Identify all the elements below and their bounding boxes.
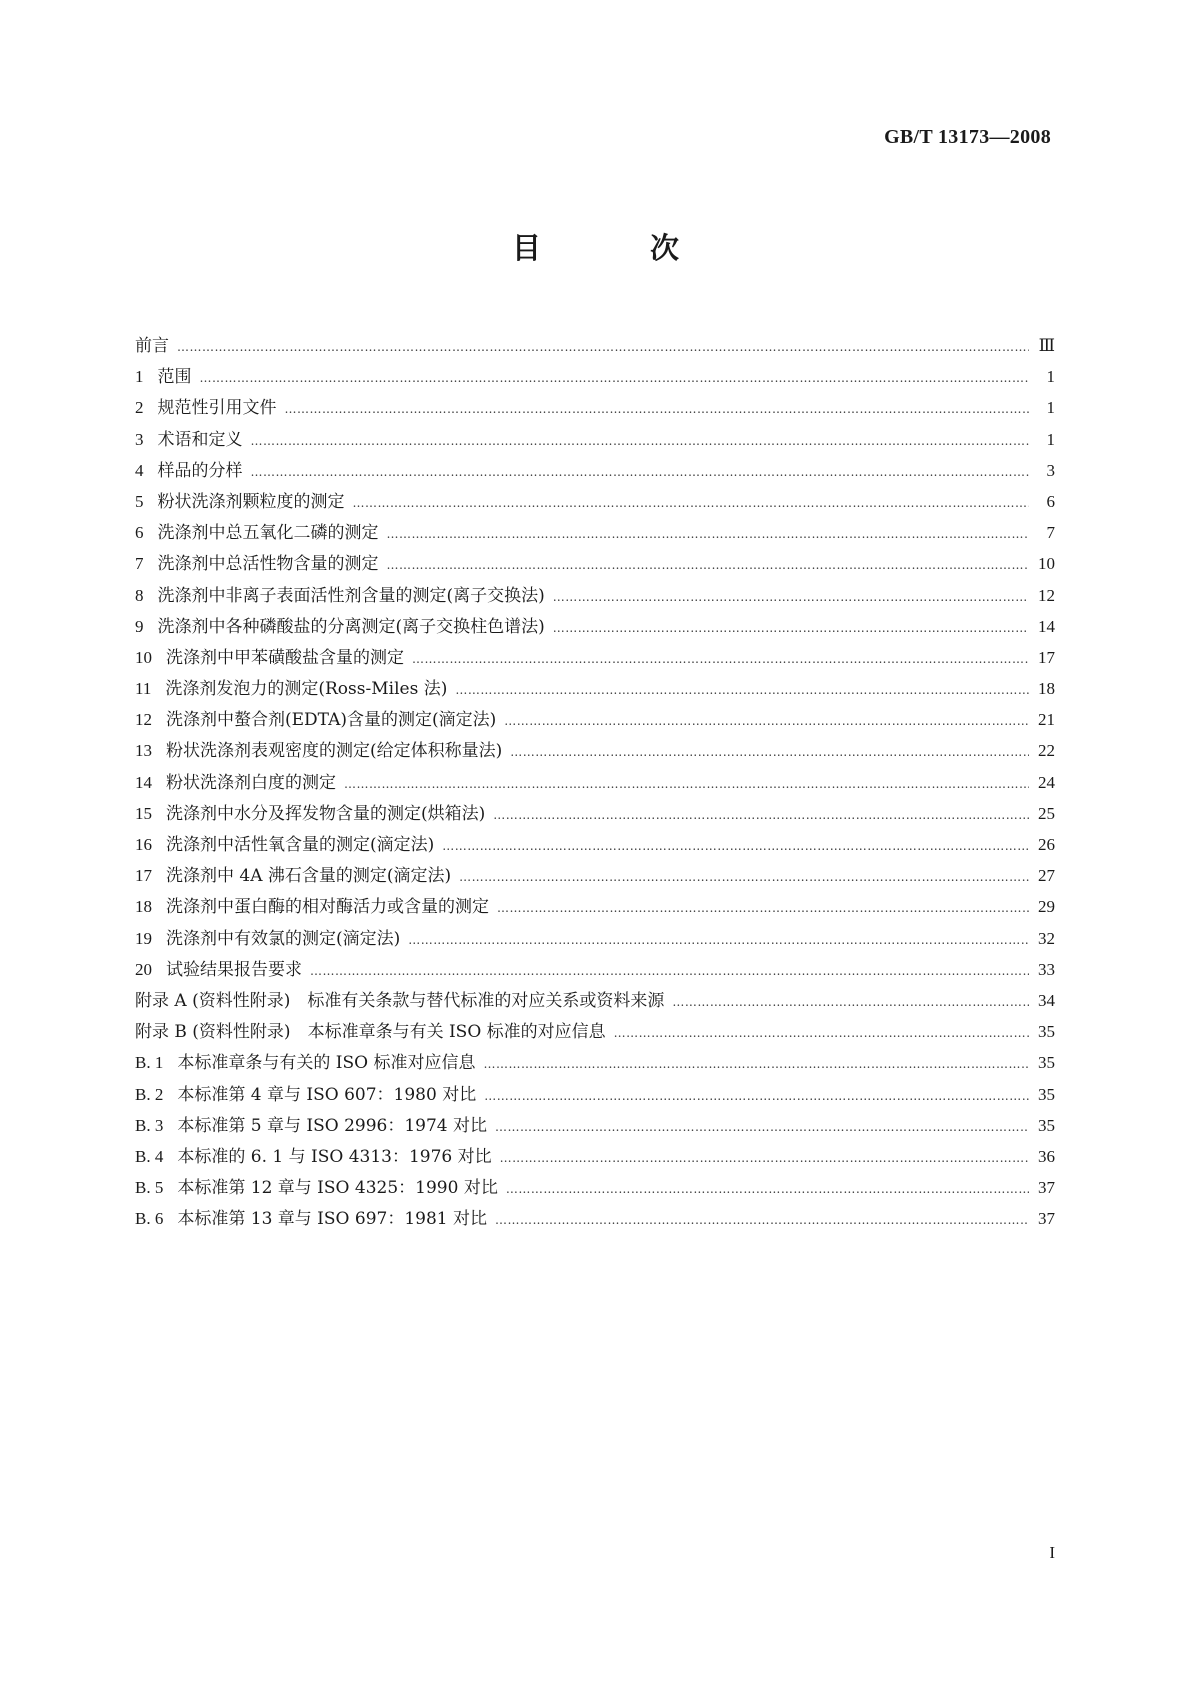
toc-entry-page: 3 <box>1046 460 1055 480</box>
toc-entry-label: 前言 <box>135 336 169 356</box>
toc-entry[interactable] <box>135 455 1055 486</box>
toc-entry-text <box>135 361 200 393</box>
toc-entry-label: 洗涤剂中蛋白酶的相对酶活力或含量的测定 <box>166 897 489 918</box>
toc-entry[interactable] <box>135 1079 1055 1110</box>
toc-leader-dots <box>553 582 1029 613</box>
toc-entry-text <box>135 1141 500 1173</box>
toc-entry-text <box>135 642 412 674</box>
toc-entry-text <box>135 455 251 487</box>
toc-entry-number: B. 1 <box>135 1053 164 1073</box>
toc-entry-label: 范围 <box>157 367 192 388</box>
toc-entry[interactable] <box>135 392 1055 423</box>
toc-entry[interactable] <box>135 829 1055 860</box>
toc-entry-text <box>135 673 455 705</box>
toc-entry-label: 洗涤剂中有效氯的测定(滴定法) <box>166 928 401 949</box>
toc-entry-page: 10 <box>1038 554 1055 574</box>
toc-leader-dots <box>497 893 1029 924</box>
toc-leader-dots <box>493 800 1029 831</box>
toc-entry[interactable] <box>135 1016 1055 1047</box>
toc-leader-dots <box>412 644 1029 675</box>
toc-entry-number: 10 <box>135 647 152 667</box>
toc-entry-number: 7 <box>135 554 144 574</box>
toc-entry-text <box>135 704 504 736</box>
toc-entry-label: 本标准章条与有关的 ISO 标准对应信息 <box>177 1053 476 1074</box>
toc-entry-page: 37 <box>1038 1178 1055 1198</box>
toc-entry-text <box>135 1047 483 1079</box>
toc-entry-text <box>135 767 344 799</box>
toc-entry-label: 洗涤剂中非离子表面活性剂含量的测定(离子交换法) <box>157 585 545 606</box>
toc-entry-number: B. 5 <box>135 1178 164 1198</box>
toc-entry-label: 洗涤剂中总活性物含量的测定 <box>157 554 379 575</box>
toc-entry-text <box>135 1079 484 1111</box>
toc-entry-number: 4 <box>135 460 144 480</box>
toc-entry[interactable] <box>135 735 1055 766</box>
toc-entry-text <box>135 735 510 767</box>
toc-entry-number: 3 <box>135 429 144 449</box>
toc-entry-label: 洗涤剂发泡力的测定(Ross-Miles 法) <box>165 679 448 700</box>
toc-entry-label: 洗涤剂中各种磷酸盐的分离测定(离子交换柱色谱法) <box>157 616 545 637</box>
toc-entry-label: 附录 A (资料性附录) 标准有关条款与替代标准的对应关系或资料来源 <box>135 990 665 1011</box>
toc-entry[interactable] <box>135 1047 1055 1078</box>
toc-leader-dots <box>510 737 1029 768</box>
toc-leader-dots <box>495 1112 1029 1143</box>
toc-leader-dots <box>285 394 1030 425</box>
toc-leader-dots <box>500 1143 1029 1174</box>
toc-entry-label: 试验结果报告要求 <box>166 959 302 980</box>
toc-entry-number: 13 <box>135 741 152 761</box>
toc-entry[interactable] <box>135 580 1055 611</box>
toc-entry-text <box>135 548 387 580</box>
toc-entry[interactable] <box>135 1110 1055 1141</box>
toc-entry-page: 36 <box>1038 1146 1055 1166</box>
toc-entry-page: 35 <box>1038 1053 1055 1073</box>
page-title: 目 次 <box>511 231 719 265</box>
toc-entry[interactable] <box>135 767 1055 798</box>
toc-leader-dots <box>455 675 1029 706</box>
toc-entry-page: 1 <box>1046 367 1055 387</box>
toc-entry-page: 17 <box>1038 647 1055 667</box>
toc-entry[interactable] <box>135 642 1055 673</box>
toc-leader-dots <box>177 332 1029 363</box>
toc-entry-text <box>135 1172 506 1204</box>
toc-entry-number: 19 <box>135 928 152 948</box>
toc-entry[interactable] <box>135 424 1055 455</box>
toc-entry-page: Ⅲ <box>1038 336 1055 355</box>
toc-entry-text <box>135 829 442 861</box>
toc-leader-dots <box>614 1018 1029 1049</box>
toc-entry-number: 11 <box>135 679 152 699</box>
toc-entry-number: 18 <box>135 897 152 917</box>
toc-leader-dots <box>504 706 1029 737</box>
toc-entry-number: B. 2 <box>135 1084 164 1104</box>
toc-entry-label: 术语和定义 <box>157 429 243 450</box>
toc-entry-page: 7 <box>1046 523 1055 543</box>
toc-entry-page: 18 <box>1038 679 1055 699</box>
toc-leader-dots <box>553 613 1029 644</box>
toc-entry[interactable] <box>135 361 1055 392</box>
toc-entry-label: 本标准第 5 章与 ISO 2996：1974 对比 <box>177 1115 488 1136</box>
toc-entry[interactable] <box>135 517 1055 548</box>
toc-entry-text <box>135 923 408 955</box>
toc-entry-text <box>135 424 251 456</box>
toc-entry-page: 25 <box>1038 803 1055 823</box>
toc-entry[interactable] <box>135 1172 1055 1203</box>
toc-entry[interactable] <box>135 548 1055 579</box>
toc-entry-label: 本标准的 6. 1 与 ISO 4313：1976 对比 <box>177 1146 492 1167</box>
toc-entry[interactable] <box>135 891 1055 922</box>
toc-entry-number: B. 6 <box>135 1209 164 1229</box>
toc-entry-number: B. 3 <box>135 1115 164 1135</box>
toc-entry-text <box>135 1110 495 1142</box>
toc-entry[interactable] <box>135 1141 1055 1172</box>
toc-entry-text <box>135 392 285 424</box>
toc-entry[interactable] <box>135 923 1055 954</box>
toc-entry-number: B. 4 <box>135 1146 164 1166</box>
toc-leader-dots <box>387 519 1030 550</box>
toc-leader-dots <box>251 457 1030 488</box>
toc-entry-number: 9 <box>135 616 144 636</box>
toc-entry-page: 12 <box>1038 585 1055 605</box>
toc-entry-label: 本标准第 13 章与 ISO 697：1981 对比 <box>177 1209 488 1230</box>
page-number: I <box>1049 1543 1055 1562</box>
toc-entry-label: 样品的分样 <box>157 460 243 481</box>
toc-entry-number: 5 <box>135 491 144 511</box>
toc-entry-label: 洗涤剂中甲苯磺酸盐含量的测定 <box>166 647 404 668</box>
toc-leader-dots <box>495 1205 1029 1236</box>
toc-entry-page: 35 <box>1038 1084 1055 1104</box>
standard-code: GB/T 13173—2008 <box>884 126 1051 148</box>
toc-entry-label: 洗涤剂中 4A 沸石含量的测定(滴定法) <box>166 866 452 887</box>
toc-entry[interactable] <box>135 1203 1055 1234</box>
toc-entry-page: 35 <box>1038 1022 1055 1042</box>
toc-entry-number: 15 <box>135 803 152 823</box>
toc-entry-page: 27 <box>1038 866 1055 886</box>
toc-entry-page: 1 <box>1046 398 1055 418</box>
toc-entry[interactable] <box>135 486 1055 517</box>
toc-leader-dots <box>672 987 1029 1018</box>
toc-entry-label: 规范性引用文件 <box>157 398 277 419</box>
toc-entry-text <box>135 486 353 518</box>
toc-entry-text <box>135 580 553 612</box>
toc-entry-label: 粉状洗涤剂白度的测定 <box>166 772 336 793</box>
toc-entry-label: 洗涤剂中总五氧化二磷的测定 <box>157 523 379 544</box>
toc-leader-dots <box>483 1049 1029 1080</box>
toc-entry-page: 35 <box>1038 1115 1055 1135</box>
toc-entry-text <box>135 517 387 549</box>
toc-entry-page: 22 <box>1038 741 1055 761</box>
toc-entry-page: 21 <box>1038 710 1055 730</box>
toc-leader-dots <box>408 925 1029 956</box>
toc-entry[interactable] <box>135 673 1055 704</box>
toc-entry-number: 2 <box>135 398 144 418</box>
toc-leader-dots <box>200 363 1030 394</box>
toc-leader-dots <box>459 862 1029 893</box>
toc-entry-page: 29 <box>1038 897 1055 917</box>
toc-entry-page: 24 <box>1038 772 1055 792</box>
toc-entry-label: 粉状洗涤剂颗粒度的测定 <box>157 491 345 512</box>
toc-entry-label: 洗涤剂中水分及挥发物含量的测定(烘箱法) <box>166 803 486 824</box>
toc-entry-text <box>135 986 672 1017</box>
toc-entry[interactable] <box>135 985 1055 1016</box>
toc-entry-text <box>135 611 553 643</box>
toc-entry-label: 附录 B (资料性附录) 本标准章条与有关 ISO 标准的对应信息 <box>135 1022 606 1043</box>
table-of-contents <box>135 330 1055 1234</box>
toc-entry-text <box>135 331 177 362</box>
toc-entry-label: 粉状洗涤剂表观密度的测定(给定体积称量法) <box>166 741 503 762</box>
toc-entry-text <box>135 954 310 986</box>
toc-leader-dots <box>310 956 1029 987</box>
toc-entry-number: 20 <box>135 959 152 979</box>
toc-entry[interactable] <box>135 860 1055 891</box>
toc-entry[interactable] <box>135 704 1055 735</box>
toc-entry-page: 6 <box>1046 491 1055 511</box>
toc-entry-number: 6 <box>135 523 144 543</box>
toc-entry-page: 34 <box>1038 990 1055 1010</box>
toc-entry-label: 洗涤剂中螯合剂(EDTA)含量的测定(滴定法) <box>166 710 497 731</box>
toc-leader-dots <box>484 1081 1029 1112</box>
toc-leader-dots <box>251 426 1030 457</box>
toc-entry-text <box>135 1017 614 1048</box>
toc-entry-page: 32 <box>1038 928 1055 948</box>
toc-entry-number: 8 <box>135 585 144 605</box>
toc-entry[interactable] <box>135 798 1055 829</box>
toc-entry-label: 本标准第 4 章与 ISO 607：1980 对比 <box>177 1084 477 1105</box>
toc-entry-number: 16 <box>135 835 152 854</box>
toc-entry-number: 1 <box>135 367 144 387</box>
toc-leader-dots <box>353 488 1030 519</box>
toc-entry[interactable] <box>135 611 1055 642</box>
toc-entry-page: 14 <box>1038 616 1055 636</box>
toc-entry-page: 33 <box>1038 959 1055 979</box>
toc-entry-page: 37 <box>1038 1209 1055 1229</box>
toc-entry-number: 14 <box>135 772 152 792</box>
toc-entry[interactable] <box>135 954 1055 985</box>
toc-entry-page: 26 <box>1038 835 1055 854</box>
toc-entry-number: 12 <box>135 710 152 730</box>
toc-entry-text <box>135 891 497 923</box>
toc-leader-dots <box>387 550 1030 581</box>
toc-entry-text <box>135 1203 495 1235</box>
toc-entry-label: 本标准第 12 章与 ISO 4325：1990 对比 <box>177 1178 498 1199</box>
toc-entry-label: 洗涤剂中活性氧含量的测定(滴定法) <box>166 835 435 855</box>
toc-leader-dots <box>442 831 1029 862</box>
toc-entry-text <box>135 798 493 830</box>
toc-entry-number: 17 <box>135 866 152 886</box>
toc-entry[interactable] <box>135 330 1055 361</box>
toc-entry-text <box>135 860 459 892</box>
toc-leader-dots <box>344 769 1029 800</box>
toc-leader-dots <box>506 1174 1029 1205</box>
toc-entry-page: 1 <box>1046 429 1055 449</box>
